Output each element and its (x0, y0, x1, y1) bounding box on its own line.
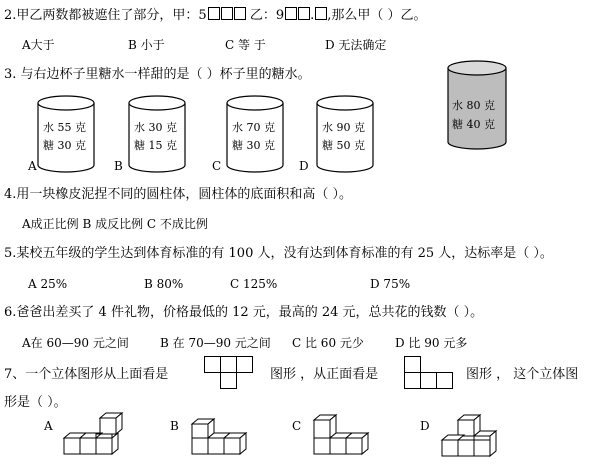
q7-option-c-letter: C (292, 419, 302, 433)
cup-a (37, 95, 95, 179)
q3-text: 3. 与右边杯子里糖水一样甜的是（ ）杯子里的糖水。 (4, 67, 311, 82)
q5-option-a: A 25% (28, 277, 68, 291)
cup-c-letter: C (212, 159, 222, 173)
q6-option-c: C 比 60 元少 (292, 336, 364, 350)
hidden-digit-box (234, 7, 246, 20)
q7-text-d: 形是（ ）。 (4, 395, 67, 410)
decimal-point: . (310, 8, 315, 23)
hidden-digit-box (315, 7, 327, 20)
question-2 (4, 7, 427, 24)
q6-option-a: A在 60—90 元之间 (22, 336, 129, 350)
q5-option-b: B 80% (144, 277, 184, 291)
q5-text: 5.某校五年级的学生达到体育标准的有 100 人，没有达到体育标准的有 25 人，达标率是（ ）。 (4, 246, 553, 261)
cup-b-sugar: 糖 15 克 (134, 139, 177, 152)
reference-water: 水 80 克 (452, 99, 495, 112)
cup-b-letter: B (114, 159, 123, 173)
q2-option-a: A大于 (22, 38, 55, 52)
cup-c-water: 水 70 克 (232, 121, 275, 134)
q7-option-d-letter: D (420, 419, 430, 433)
cup-d-water: 水 90 克 (322, 121, 365, 134)
q4-text: 4.用一块橡皮泥捏不同的圆柱体，圆柱体的底面积和高（ ）。 (4, 187, 353, 202)
hidden-digit-box (208, 7, 220, 20)
front-view-figure (404, 356, 454, 390)
cup-d-sugar: 糖 50 克 (322, 139, 365, 152)
q7-option-a-letter: A (44, 419, 53, 433)
q2-option-d: D 无法确定 (325, 38, 387, 52)
q6-option-b: B 在 70—90 元之间 (160, 336, 271, 350)
cup-b-graphic (128, 95, 186, 175)
cup-d-letter: D (299, 159, 309, 173)
q2-option-c: C 等 于 (225, 38, 266, 52)
q7-text-c: 图形 ， 这个立体图 (466, 367, 579, 382)
hidden-digit-box (285, 7, 297, 20)
q7-option-b-figure (186, 412, 262, 458)
reference-cup (447, 60, 507, 156)
hidden-digit-box (298, 7, 310, 20)
q7-text-b: 图形 ，从正面看是 (270, 367, 379, 382)
cup-b-water: 水 30 克 (134, 121, 177, 134)
q4-options: A成正比例 B 成反比例 C 不成比例 (22, 217, 208, 231)
cup-c-graphic (226, 95, 284, 175)
q5-option-d: D 75% (370, 277, 411, 291)
q7-option-b-letter: B (170, 419, 179, 433)
cup-a-letter: A (28, 159, 37, 173)
cup-a-graphic (37, 95, 95, 175)
hidden-digit-box (221, 7, 233, 20)
q7-option-c-figure (310, 412, 386, 458)
q2-option-b: B 小于 (128, 38, 165, 52)
q6-option-d: D 比 90 元多 (395, 336, 468, 350)
q7-text-a: 7、一个立体图形从上面看是 (4, 367, 169, 382)
q2-tail: ,那么甲（ ）乙。 (327, 8, 427, 23)
reference-sugar: 糖 40 克 (452, 118, 495, 131)
q2-mid: 乙：9 (245, 8, 285, 23)
q7-option-d-figure (436, 410, 512, 458)
cup-d-graphic (316, 95, 374, 175)
cup-c-sugar: 糖 30 克 (232, 139, 275, 152)
cup-a-sugar: 糖 30 克 (43, 139, 86, 152)
q7-option-a-figure (60, 412, 136, 458)
cup-b (128, 95, 186, 179)
q2-text: 2.甲乙两数都被遮住了部分，甲：5 (4, 8, 207, 23)
cup-d (316, 95, 374, 179)
q5-option-c: C 125% (230, 277, 278, 291)
cup-a-water: 水 55 克 (43, 121, 86, 134)
q6-text: 6.爸爸出差买了 4 件礼物，价格最低的 12 元，最高的 24 元，总共花的钱数（ ）。 (4, 305, 484, 320)
top-view-figure (204, 356, 254, 390)
cup-c (226, 95, 284, 179)
